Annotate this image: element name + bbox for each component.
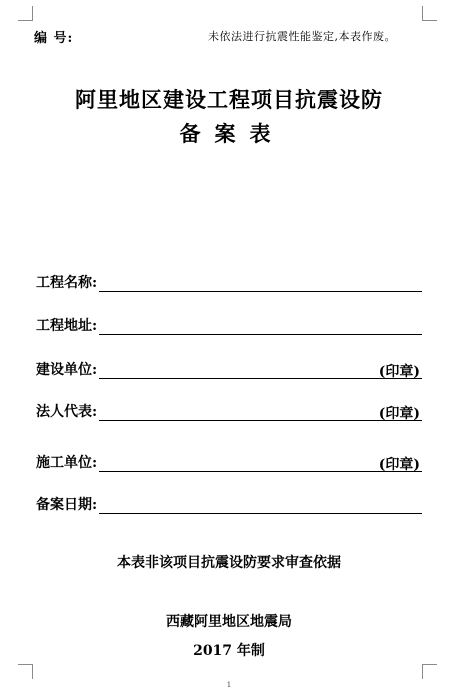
seal-note: (印章) bbox=[378, 457, 420, 473]
document-title: 阿里地区建设工程项目抗震设防 bbox=[75, 87, 383, 112]
fill-line[interactable] bbox=[99, 497, 422, 514]
field-label: 工程名称: bbox=[36, 275, 98, 291]
field-label: 工程地址: bbox=[36, 318, 98, 334]
crop-mark-top-left bbox=[18, 6, 33, 21]
field-construction-unit bbox=[36, 359, 422, 379]
crop-mark-top-right bbox=[422, 6, 437, 21]
field-label: 备案日期: bbox=[36, 497, 98, 513]
disclaimer-note: 本表非该项目抗震设防要求审查依据 bbox=[117, 555, 341, 571]
crop-mark-bottom-left bbox=[18, 664, 33, 679]
field-label: 法人代表: bbox=[36, 404, 98, 420]
seal-note: (印章) bbox=[378, 364, 420, 380]
field-filing-date bbox=[36, 494, 422, 514]
crop-mark-bottom-right bbox=[422, 664, 437, 679]
fill-line[interactable] bbox=[99, 275, 422, 292]
document-subtitle: 备案表 bbox=[179, 121, 285, 146]
field-project-address bbox=[36, 315, 422, 335]
field-contractor-unit bbox=[36, 452, 422, 472]
field-label: 施工单位: bbox=[36, 455, 98, 471]
page-number: 1 bbox=[226, 681, 232, 689]
fill-line[interactable] bbox=[99, 404, 422, 421]
serial-number-label: 编 号: bbox=[34, 31, 74, 46]
seal-note: (印章) bbox=[378, 406, 420, 422]
field-project-name bbox=[36, 272, 422, 292]
field-legal-representative bbox=[36, 401, 422, 421]
issue-year: 2017 年制 bbox=[193, 643, 265, 659]
fill-line[interactable] bbox=[99, 362, 422, 379]
fill-line[interactable] bbox=[99, 318, 422, 335]
invalid-warning-note: 未依法进行抗震性能鉴定,本表作废。 bbox=[208, 30, 396, 43]
field-label: 建设单位: bbox=[36, 362, 98, 378]
issuing-authority: 西藏阿里地区地震局 bbox=[166, 614, 292, 630]
fill-line[interactable] bbox=[99, 455, 422, 472]
